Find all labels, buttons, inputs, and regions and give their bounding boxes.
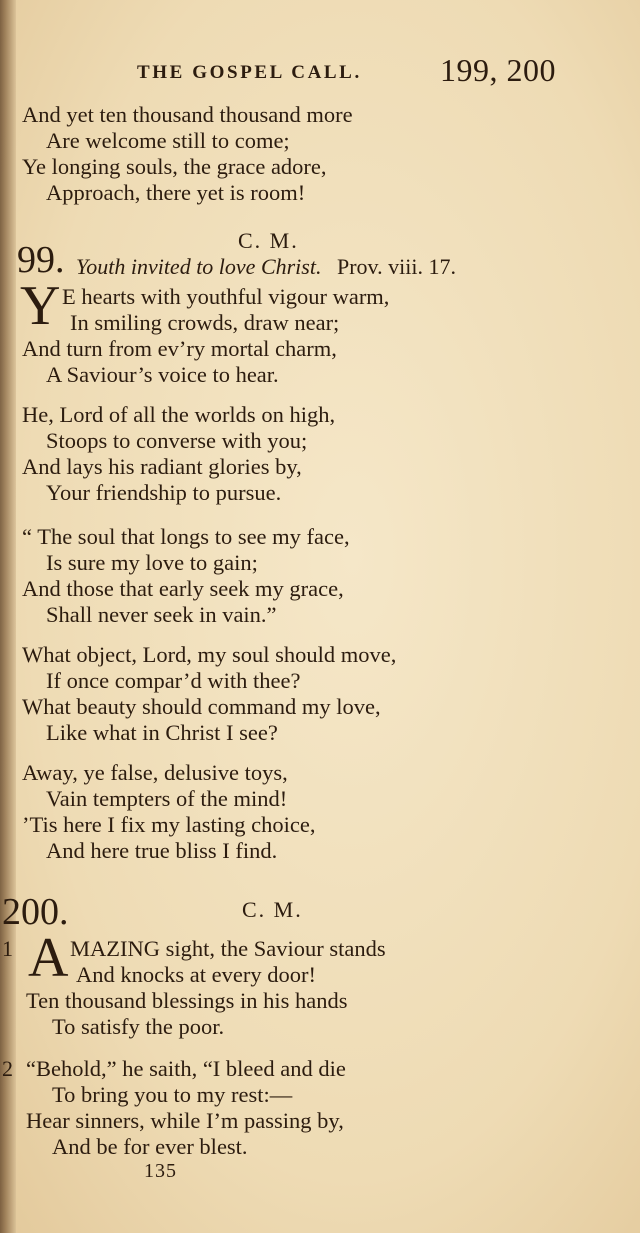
verse-line: And here true bliss I find. [46,838,278,863]
verse-line: If once compar’d with thee? [46,668,301,693]
hymn-subtitle [76,254,456,280]
hymn-number: 99. [17,239,65,281]
verse-line: And be for ever blest. [52,1134,248,1159]
verse-line: And yet ten thousand thousand more [22,102,353,127]
verse-line: Stoops to converse with you; [46,428,308,453]
verse-line: Is sure my love to gain; [46,550,258,575]
page-header [0,52,640,92]
stanza-number: 2 [2,1056,13,1081]
page-number: 135 [144,1160,177,1182]
hymn-number: 200. [2,891,69,933]
verse-line: A Saviour’s voice to hear. [46,362,279,387]
drop-cap: Y [20,275,61,337]
verse-line: ’Tis here I fix my lasting choice, [22,812,316,837]
verse-line: And turn from ev’ry mortal charm, [22,336,337,361]
verse-line: What beauty should command my love, [22,694,381,719]
verse-line: Like what in Christ I see? [46,720,278,745]
verse-line: Are welcome still to come; [46,128,290,153]
hymn-meter: C. M. [238,228,299,253]
verse-line: Shall never seek in vain.” [46,602,277,627]
verse-line: E hearts with youthful vigour warm, [62,284,390,309]
stanza-number: 1 [2,936,13,961]
verse-line: Vain tempters of the mind! [46,786,288,811]
verse-line: Ye longing souls, the grace adore, [22,154,327,179]
verse-line: Your friendship to pursue. [46,480,282,505]
verse-line: “ The soul that longs to see my face, [22,524,350,549]
scripture-reference: Prov. viii. 17. [336,254,456,279]
running-title: THE GOSPEL CALL. [137,62,362,83]
book-spine-shadow [0,0,16,1233]
verse-line: He, Lord of all the worlds on high, [22,402,336,427]
verse-line: To bring you to my rest:— [52,1082,293,1107]
hymn-range: 199, 200 [440,52,556,88]
verse-line: Away, ye false, delusive toys, [22,760,288,785]
hymn-title: Youth invited to love Christ. [76,254,322,279]
verse-line: And knocks at every door! [76,962,316,987]
drop-cap: A [28,927,69,989]
verse-line: MAZING sight, the Saviour stands [70,936,386,961]
verse-line: And lays his radiant glories by, [22,454,302,479]
hymn-meter: C. M. [242,897,303,922]
verse-line: Hear sinners, while I’m passing by, [26,1108,344,1133]
verse-line: To satisfy the poor. [52,1014,225,1039]
verse-line: Approach, there yet is room! [46,180,306,205]
verse-line: And those that early seek my grace, [22,576,344,601]
verse-line: “Behold,” he saith, “I bleed and die [26,1056,346,1081]
verse-line: Ten thousand blessings in his hands [26,988,348,1013]
verse-line: What object, Lord, my soul should move, [22,642,397,667]
verse-line: In smiling crowds, draw near; [70,310,340,335]
